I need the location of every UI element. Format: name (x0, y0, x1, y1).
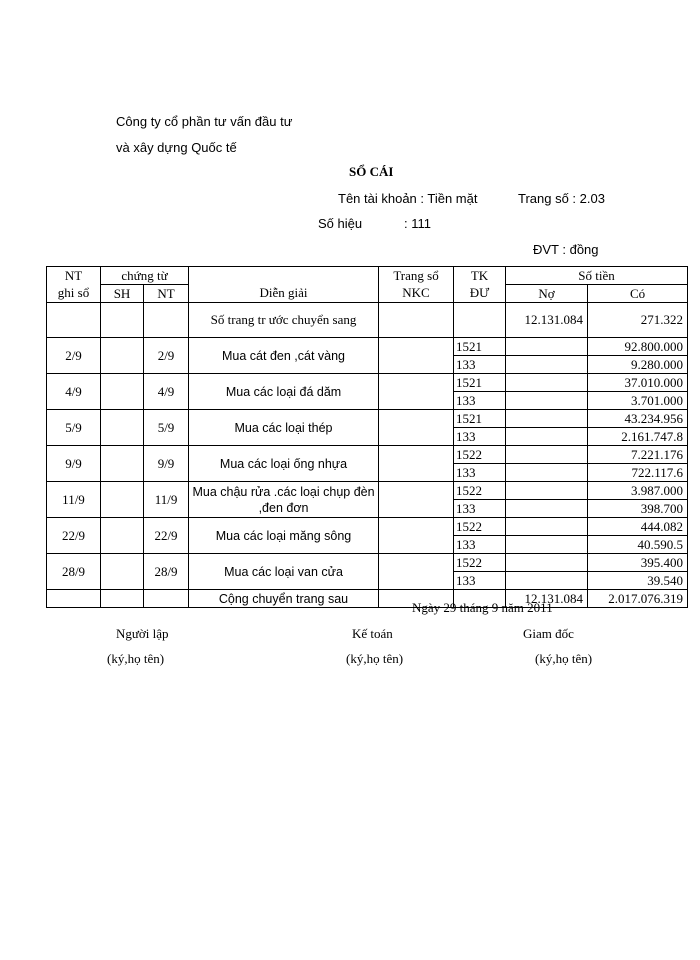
entry-no (506, 356, 588, 374)
entry-co: 722.117.6 (588, 464, 688, 482)
entry-tk-du: 133 (454, 464, 506, 482)
entry-co: 395.400 (588, 554, 688, 572)
entry-desc: Mua cát đen ,cát vàng (189, 338, 379, 374)
entry-co: 39.540 (588, 572, 688, 590)
header-nt: NT (144, 285, 189, 303)
entry-desc: Mua các loại thép (189, 410, 379, 446)
entry-tk-du: 133 (454, 356, 506, 374)
entry-no (506, 428, 588, 446)
entry-no (506, 338, 588, 356)
entry-tk-du: 1522 (454, 446, 506, 464)
opening-sh (101, 303, 144, 338)
entry-no (506, 500, 588, 518)
header-dien-giai-top (189, 267, 379, 285)
header-nt-ghi-so (47, 267, 101, 285)
header-ghi-so: ghi sổ (47, 285, 101, 303)
header-nt-text: NT (64, 267, 83, 283)
entry-tk-du: 133 (454, 428, 506, 446)
entry-trang-so (379, 482, 454, 518)
opening-desc: Số trang tr ước chuyển sang (189, 303, 379, 338)
entry-date: 22/9 (47, 518, 101, 554)
entry-trang-so (379, 518, 454, 554)
ledger-row (47, 410, 688, 428)
header-tk-text: TK (470, 267, 489, 283)
header-sh: SH (101, 285, 144, 303)
signer-sign-1: (ký,họ tên) (107, 651, 165, 666)
opening-trang-so (379, 303, 454, 338)
entry-trang-so (379, 374, 454, 410)
company-name-line2: và xây dựng Quốc tế (116, 140, 237, 155)
closing-row (47, 590, 688, 608)
entry-co: 37.010.000 (588, 374, 688, 392)
signer-sign-2: (ký,họ tên) (346, 651, 404, 666)
entry-no (506, 446, 588, 464)
entry-trang-so (379, 554, 454, 590)
closing-sh (101, 590, 144, 608)
closing-nt (144, 590, 189, 608)
entry-sh (101, 410, 144, 446)
ledger-row (47, 374, 688, 392)
entry-nt: 22/9 (144, 518, 189, 554)
ledger-table (46, 266, 688, 608)
entry-sh (101, 374, 144, 410)
opening-nt (144, 303, 189, 338)
header-co: Có (588, 285, 688, 303)
entry-tk-du: 1522 (454, 482, 506, 500)
entry-sh (101, 518, 144, 554)
entry-desc: Mua các loại van cửa (189, 554, 379, 590)
entry-nt: 28/9 (144, 554, 189, 590)
entry-nt: 9/9 (144, 446, 189, 482)
entry-tk-du: 133 (454, 392, 506, 410)
entry-no (506, 518, 588, 536)
entry-tk-du: 133 (454, 572, 506, 590)
ledger-row (47, 482, 688, 500)
ledger-row (47, 518, 688, 536)
signer-role-1: Người lập (116, 626, 169, 641)
entry-co: 3.701.000 (588, 392, 688, 410)
entry-trang-so (379, 338, 454, 374)
header-row-2 (47, 285, 688, 303)
entry-date: 4/9 (47, 374, 101, 410)
account-number-label: Số hiệu (318, 216, 363, 231)
entry-tk-du: 1522 (454, 554, 506, 572)
entry-co: 2.161.747.8 (588, 428, 688, 446)
header-trang-so (379, 267, 454, 285)
entry-no (506, 572, 588, 590)
entry-tk-du: 1521 (454, 374, 506, 392)
header-dien-giai: Diễn giải (189, 285, 379, 303)
entry-co: 43.234.956 (588, 410, 688, 428)
entry-sh (101, 554, 144, 590)
ledger-row (47, 446, 688, 464)
entry-no (506, 464, 588, 482)
header-du: ĐƯ (454, 285, 506, 303)
signer-role-2: Kế toán (352, 626, 393, 641)
entry-nt: 5/9 (144, 410, 189, 446)
entry-co: 92.800.000 (588, 338, 688, 356)
entry-tk-du: 133 (454, 500, 506, 518)
entry-nt: 11/9 (144, 482, 189, 518)
entry-no (506, 482, 588, 500)
entry-no (506, 374, 588, 392)
entry-no (506, 536, 588, 554)
date-line: Ngày 29 tháng 9 năm 2011 (412, 600, 553, 615)
entry-no (506, 554, 588, 572)
currency-unit: ĐVT : đồng (533, 242, 599, 257)
entry-sh (101, 338, 144, 374)
closing-desc: Cộng chuyển trang sau (189, 590, 379, 608)
entry-co: 9.280.000 (588, 356, 688, 374)
header-so-tien: Số tiền (506, 267, 688, 285)
entry-date: 9/9 (47, 446, 101, 482)
account-number-value: : 111 (404, 216, 431, 231)
entry-tk-du: 1522 (454, 518, 506, 536)
entry-date: 5/9 (47, 410, 101, 446)
entry-date: 11/9 (47, 482, 101, 518)
entry-trang-so (379, 446, 454, 482)
header-tk-du (454, 267, 506, 285)
opening-co: 271.322 (588, 303, 688, 338)
entry-co: 40.590.5 (588, 536, 688, 554)
signer-role-3: Giam đốc (523, 626, 574, 641)
entry-nt: 4/9 (144, 374, 189, 410)
header-chung-tu: chứng từ (101, 267, 189, 285)
closing-date (47, 590, 101, 608)
closing-co: 2.017.076.319 (588, 590, 688, 608)
entry-trang-so (379, 410, 454, 446)
entry-nt: 2/9 (144, 338, 189, 374)
closing-no: 12.131.084 (506, 590, 588, 608)
entry-desc: Mua các loại ống nhựa (189, 446, 379, 482)
entry-co: 7.221.176 (588, 446, 688, 464)
entry-tk-du: 1521 (454, 338, 506, 356)
entry-co: 444.082 (588, 518, 688, 536)
ledger-row (47, 338, 688, 356)
entry-tk-du: 133 (454, 536, 506, 554)
opening-no: 12.131.084 (506, 303, 588, 338)
entry-date: 28/9 (47, 554, 101, 590)
entry-desc: Mua các loại đá dăm (189, 374, 379, 410)
entry-no (506, 410, 588, 428)
page-title: SỔ CÁI (349, 164, 394, 179)
opening-row (47, 303, 688, 338)
entry-desc: Mua chậu rửa .các loại chụp đèn ,đen đơn (189, 482, 379, 518)
company-name-line1: Công ty cổ phần tư vấn đầu tư (116, 114, 293, 129)
entry-co: 3.987.000 (588, 482, 688, 500)
header-nkc: NKC (379, 285, 454, 303)
page-number: Trang số : 2.03 (518, 191, 605, 206)
account-name: Tên tài khoản : Tiền mặt (338, 191, 478, 206)
entry-no (506, 392, 588, 410)
opening-tk (454, 303, 506, 338)
entry-desc: Mua các loại măng sông (189, 518, 379, 554)
entry-date: 2/9 (47, 338, 101, 374)
header-trang-so-text: Trang sổ (393, 267, 439, 283)
ledger-row (47, 554, 688, 572)
entry-sh (101, 446, 144, 482)
entry-tk-du: 1521 (454, 410, 506, 428)
entry-sh (101, 482, 144, 518)
entry-co: 398.700 (588, 500, 688, 518)
entries-body (47, 338, 688, 590)
opening-date (47, 303, 101, 338)
signer-sign-3: (ký,họ tên) (535, 651, 593, 666)
header-no: Nợ (506, 285, 588, 303)
header-row-1 (47, 267, 688, 285)
